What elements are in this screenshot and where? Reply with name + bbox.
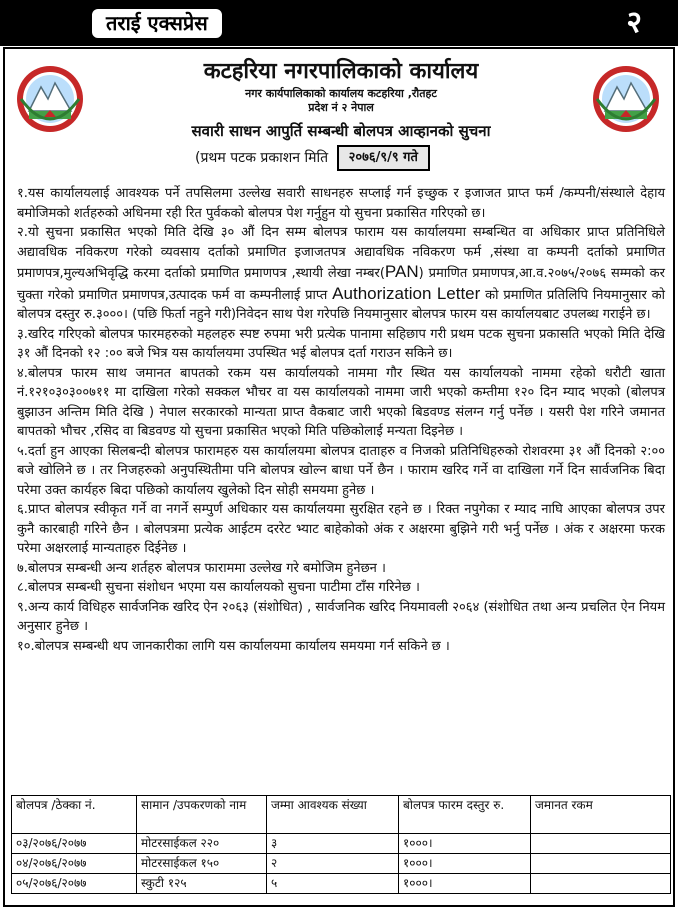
table-cell bbox=[531, 854, 671, 874]
table-cell: ५ bbox=[267, 874, 399, 894]
office-title: कटहरिया नगरपालिकाको कार्यालय bbox=[203, 59, 479, 84]
paragraph-1: १.यस कार्यालयलाई आवश्यक पर्ने तपसिलमा उल्लेख सवारी साधनहरु सप्लाई गर्न इच्छुक र इजाजत प्राप्त फर्म /कम्पनी/संस्थाले देहाय बमोजिमको शर्तहरुको अधिनमा रही रित पुर्वकको बोलपत्र पेश गर्नुहुन यो सुचना प्रकासित गरिएको छ। bbox=[17, 186, 665, 221]
table-cell bbox=[531, 874, 671, 894]
paragraph-10: १०.बोलपत्र सम्बन्धी थप जानकारीका लागि यस कार्यालयमा कार्यालय समयमा गर्न सकिने छ । bbox=[17, 638, 450, 654]
office-subtitle: नगर कार्यपालिकाको कार्यालय कटहरिया ,रौतहट bbox=[245, 87, 437, 100]
notice-title: सवारी साधन आपुर्ति सम्बन्धी बोलपत्र आव्हानको सुचना bbox=[191, 122, 491, 140]
paragraph-3: ३.खरिद गरिएको बोलपत्र फारमहरुको महलहरु स्पष्ट रुपमा भरी प्रत्येक पानामा सहिछाप गरी प्रथम पटक सुचना प्रकासति भएको मिति देखि ३१ औं दिनको १२ :०० बजे भित्र यस कार्यालयमा उपस्थित भई बोलपत्र दर्ता गराउन सकिने छ। bbox=[17, 326, 665, 361]
table-row bbox=[12, 874, 671, 894]
paragraph-2-part: ) प्रमाणित प्रमाणपत्र,आ.व.२०७५/२०७६ सम्मको कर चुक्ता गरेको प्रमाणित प्रमाणपत्र,उत्पादक फर्म वा कम्पनीलाई प्राप्त bbox=[17, 266, 665, 303]
notice-body bbox=[17, 184, 665, 656]
column-header: बोलपत्र /ठेक्का नं. bbox=[12, 796, 137, 834]
table-header-row bbox=[12, 796, 671, 834]
paragraph-2-part: २.यो सुचना प्रकासित भएको मिति देखि ३० औं दिन सम्म बोलपत्र फाराम यस कार्यालयमा सम्बन्धित वा अधिकार प्राप्त प्रतिनिधिले अद्यावधिक नविकरण गरेको व्यवसाय दर्ताको प्रमाणित इजाजतपत्र अद्यावधिक नविकरण फर्म ,संस्था वा कम्पनी दर्ताको प्रमाणित प्रमाणपत्र,मुल्यअभिवृद्धि करमा दर्ताको प्रमाणित प्रमाणपत्र ,स्थायी लेखा नम्बर( bbox=[17, 225, 665, 281]
table-cell: ०३/२०७६/२०७७ bbox=[12, 834, 137, 854]
table-cell: मोटरसाईकल १५० bbox=[137, 854, 267, 874]
table-cell: २ bbox=[267, 854, 399, 874]
table-row bbox=[12, 834, 671, 854]
publication-date: २०७६/९/९ गते bbox=[337, 145, 430, 171]
table-cell: स्कुटी १२५ bbox=[137, 874, 267, 894]
paragraph-6: ६.प्राप्त बोलपत्र स्वीकृत गर्ने वा नगर्ने सम्पुर्ण अधिकार यस कार्यालयमा सुरक्षित रहने छ । रिक्त नपुगेका र म्याद नाघि आएका बोलपत्र उपर कुनै कारबाही गरिने छैन । बोलपत्रमा प्रत्येक आईटम दररेट भ्याट बाहेकोको अंक र अक्षरमा बुझिने गरी भर्नु पर्नेछ । अंक र अक्षरमा फरक परेमा अक्षरलाई मान्यताहरु दिईनेछ । bbox=[17, 502, 665, 556]
pan-text: PAN bbox=[384, 262, 419, 281]
publication-label: (प्रथम पटक प्रकाशन मिति bbox=[195, 150, 329, 166]
newspaper-name: तराई एक्सप्रेस bbox=[90, 7, 224, 40]
newspaper-header-bar bbox=[0, 0, 678, 46]
table-cell: १०००। bbox=[399, 834, 531, 854]
paragraph-7: ७.बोलपत्र सम्बन्धी अन्य शर्तहरु बोलपत्र फाराममा उल्लेख गरे बमोजिम हुनेछन । bbox=[17, 560, 386, 576]
paragraph-8: ८.बोलपत्र सम्बन्धी सुचना संशोधन भएमा यस कार्यालयको सुचना पाटीमा टाँस गरिनेछ । bbox=[17, 580, 420, 595]
bid-details-table bbox=[11, 795, 671, 894]
paragraph-4: ४.बोलपत्र फारम साथ जमानत बापतको रकम यस कार्यालयको नाममा गौर स्थित यस कार्यालयको नाममा रहेको धरौटी खाता नं.१२१०३०३००७११ मा दाखिला गरेको सक्कल भौचर वा यस कार्यालयको नाममा जारी भएको कम्तीमा १२० दिन म्याद भएको (बोलपत्र बुझाउन अन्तिम मिति देखि ) नेपाल सरकारको मान्यता प्राप्त वैकबाट जारी भएको बिडवण्ड संलग्न गर्नु पर्नेछ । यसरी पेश गरिने जमानत बापतको भौचर ,रसिद वा बिडवण्ड यो सुचना प्रकासित भएको मिति पछिकोलाई मन्यता दिइनेछ । bbox=[17, 365, 665, 439]
table-cell: ०५/२०७६/२०७७ bbox=[12, 874, 137, 894]
paragraph-9: ९.अन्य कार्य विधिहरु सार्वजनिक खरिद ऐन २०६३ (संशोधित) , सार्वजनिक खरिद नियमावली २०६४ (संशोधित तथा अन्य प्रचलित ऐन नियम अनुसार हुनेछ । bbox=[17, 599, 665, 634]
column-header: जम्मा आवश्यक संख्या bbox=[267, 796, 399, 834]
table-cell: ३ bbox=[267, 834, 399, 854]
publication-info bbox=[195, 145, 430, 171]
notice-frame bbox=[3, 47, 675, 907]
column-header: सामान /उपकरणको नाम bbox=[137, 796, 267, 834]
column-header: जमानत रकम bbox=[531, 796, 671, 834]
table-cell: १०००। bbox=[399, 854, 531, 874]
paragraph-2-part: को प्रमाणित प्रतिलिपि नियमानुसार को बोलपत्र दस्तुर रु.३०००। (पछि फिर्ता नहुने गरी)निवेदन साथ पेश गरेपछि नियमानुसार बोलपत्र फारम यस कार्यालयबाट उपलब्ध गराईने छ। bbox=[17, 287, 665, 322]
table-row bbox=[12, 854, 671, 874]
table-cell: मोटरसाईकल २२० bbox=[137, 834, 267, 854]
authorization-letter-text: Authorization Letter bbox=[332, 283, 481, 303]
paragraph-5: ५.दर्ता हुन आएका सिलबन्दी बोलपत्र फारामहरु यस कार्यालयमा बोलपत्र दाताहरु व निजको प्रतिनिधिहरुको रोशवरमा ३१ औं दिनको २:०० बजे खोलिने छ । तर निजहरुको अनुपस्थितीमा पनि बोलपत्र खोल्न बाधा पर्ने छैन । फाराम खरिद गर्ने वा दाखिला गर्ने दिन सार्वजनिक बिदा परेमा उक्त कार्यहरु बिदा पछिको कार्यालय खुलेको दिन सोही समयमा हुनेछ । bbox=[17, 443, 665, 498]
table-cell bbox=[531, 834, 671, 854]
table-cell: ०४/२०७६/२०७७ bbox=[12, 854, 137, 874]
paragraph-2 bbox=[17, 223, 665, 325]
table-cell: १०००। bbox=[399, 874, 531, 894]
office-province: प्रदेश नं २ नेपाल bbox=[308, 101, 374, 114]
page-number: २ bbox=[626, 5, 642, 40]
column-header: बोलपत्र फारम दस्तुर रु. bbox=[399, 796, 531, 834]
